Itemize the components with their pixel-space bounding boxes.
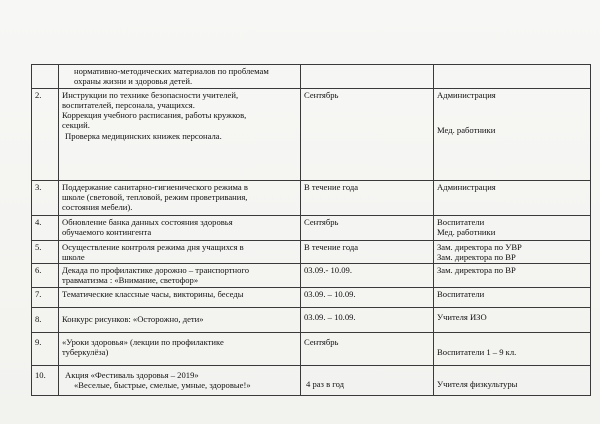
responsible-cell xyxy=(434,333,591,366)
event-text: нормативно-методических материалов по проблемам xyxy=(74,66,269,76)
row-number: 9. xyxy=(32,333,59,366)
date-cell: Сентябрь xyxy=(301,89,434,181)
date-cell: 4 раз в год xyxy=(301,366,434,396)
responsible-cell xyxy=(434,89,591,181)
row-number: 4. xyxy=(32,216,59,241)
row-number xyxy=(32,65,59,89)
event-text: Обновление банка данных состояния здоровья xyxy=(62,217,233,227)
event-cell xyxy=(59,333,301,366)
row-number: 6. xyxy=(32,264,59,288)
event-text: воспитателей, персонала, учащихся. xyxy=(62,100,195,111)
activity-plan-table xyxy=(31,64,591,396)
row-number: 10. xyxy=(32,366,59,396)
responsible-text: Мед. работники xyxy=(437,227,496,238)
event-text: травматизма : «Внимание, светофор» xyxy=(62,275,199,286)
event-cell xyxy=(59,264,301,288)
event-cell xyxy=(59,65,301,89)
event-text: школе xyxy=(62,252,85,263)
event-text: «Веселые, быстрые, смелые, умные, здоровые!» xyxy=(74,380,251,391)
table-row xyxy=(32,216,591,241)
event-text: Поддержание санитарно-гигиенического режима в xyxy=(62,182,248,192)
date-cell: В течение года xyxy=(301,241,434,264)
event-text: состояния мебели). xyxy=(62,202,133,213)
responsible-cell xyxy=(434,264,591,288)
row-number: 5. xyxy=(32,241,59,264)
event-text: Конкурс рисунков: «Осторожно, дети» xyxy=(62,314,204,325)
event-text: секций. xyxy=(62,120,90,131)
responsible-cell xyxy=(434,65,591,89)
event-text: туберкулёза) xyxy=(62,347,109,358)
responsible-text: Воспитатели xyxy=(437,217,485,227)
responsible-cell xyxy=(434,241,591,264)
event-cell xyxy=(59,181,301,216)
event-cell xyxy=(59,216,301,241)
row-number: 2. xyxy=(32,89,59,181)
table-row xyxy=(32,366,591,396)
event-text: Осуществление контроля режима дня учащихся в xyxy=(62,242,244,252)
event-cell xyxy=(59,308,301,333)
date-cell: 03.09. – 10.09. xyxy=(301,308,434,333)
date-cell: В течение года xyxy=(301,181,434,216)
event-cell xyxy=(59,288,301,308)
responsible-text: Учителя ИЗО xyxy=(437,312,487,323)
table-row xyxy=(32,333,591,366)
table-row xyxy=(32,264,591,288)
table-row xyxy=(32,181,591,216)
responsible-text: Учителя физкультуры xyxy=(437,379,518,390)
table-row xyxy=(32,288,591,308)
responsible-text: Администрация xyxy=(437,90,496,100)
table-row xyxy=(32,65,591,89)
responsible-cell xyxy=(434,308,591,333)
responsible-text: Зам. директора по ВР xyxy=(437,252,516,263)
event-text: Проверка медицинских книжек персонала. xyxy=(65,130,222,141)
responsible-cell xyxy=(434,216,591,241)
responsible-text: Зам. директора по УВР xyxy=(437,242,522,252)
event-text: обучаемого контингента xyxy=(62,227,152,238)
date-cell: Сентябрь xyxy=(301,216,434,241)
date-cell: 03.09. – 10.09. xyxy=(301,288,434,308)
event-text: Декада по профилактике дорожно – транспортного xyxy=(62,265,250,276)
responsible-text: Воспитатели 1 – 9 кл. xyxy=(437,347,517,358)
responsible-text: Администрация xyxy=(437,182,496,192)
event-text: школе (световой, тепловой, режим проветривания, xyxy=(62,192,248,203)
responsible-cell xyxy=(434,288,591,308)
date-cell xyxy=(301,65,434,89)
responsible-text: Мед. работники xyxy=(437,125,496,136)
table-row xyxy=(32,308,591,333)
responsible-text: Воспитатели xyxy=(437,289,485,300)
responsible-cell xyxy=(434,366,591,396)
event-text: «Уроки здоровья» (лекции по профилактике xyxy=(62,337,224,348)
event-text: Инструкции по технике безопасности учителей, xyxy=(62,90,239,100)
date-cell: Сентябрь xyxy=(301,333,434,366)
event-text: Коррекция учебного расписания, работы кружков, xyxy=(62,110,247,121)
event-cell xyxy=(59,89,301,181)
event-text: охраны жизни и здоровья детей. xyxy=(74,76,193,87)
table-row xyxy=(32,241,591,264)
row-number: 7. xyxy=(32,288,59,308)
responsible-text: Зам. директора по ВР xyxy=(437,265,516,276)
row-number: 8. xyxy=(32,308,59,333)
responsible-cell xyxy=(434,181,591,216)
event-text: Акция «Фестиваль здоровья – 2019» xyxy=(65,370,199,381)
event-cell xyxy=(59,241,301,264)
table-row xyxy=(32,89,591,181)
date-cell: 03.09.- 10.09. xyxy=(301,264,434,288)
event-cell xyxy=(59,366,301,396)
row-number: 3. xyxy=(32,181,59,216)
event-text: Тематические классные часы, викторины, беседы xyxy=(62,289,244,300)
